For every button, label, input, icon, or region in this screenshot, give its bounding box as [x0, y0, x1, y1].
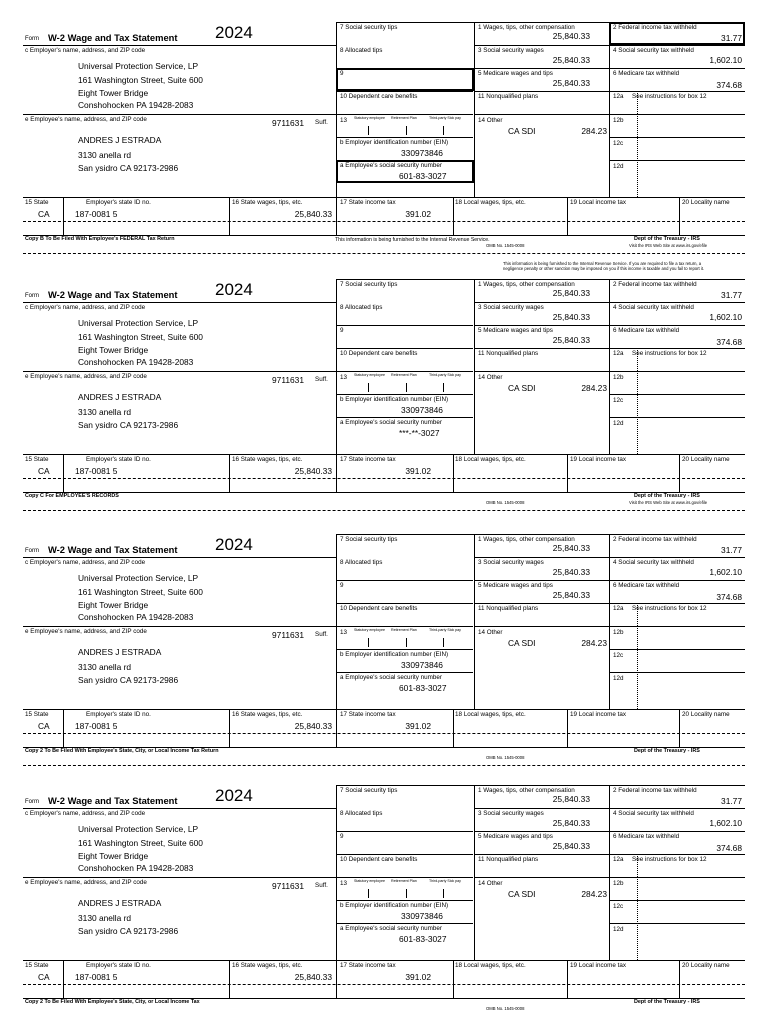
thirdparty-checkbox[interactable]	[443, 638, 444, 647]
ein-value: 330973846	[401, 660, 443, 670]
box18-label: 18 Local wages, tips, etc.	[455, 962, 526, 969]
box6-medicare-tax: 374.68	[716, 337, 742, 347]
box10-label: 10 Dependent care benefits	[340, 856, 418, 863]
box13-retirement-label: Retirement Plan	[391, 879, 417, 883]
employer-city: Conshohocken PA 19428-2083	[78, 100, 194, 110]
box14-other-label: CA SDI	[508, 638, 536, 648]
box20-label: 20 Locality name	[682, 456, 730, 463]
box13-statutory-label: Statutory employee	[354, 628, 385, 632]
box3-label: 3 Social security wages	[478, 559, 544, 566]
employee-city: San ysidro CA 92173-2986	[78, 420, 179, 430]
box6-medicare-tax: 374.68	[716, 843, 742, 853]
box11-label: 11 Nonqualified plans	[478, 350, 539, 357]
box9-label: 9	[340, 327, 344, 334]
state-code: CA	[38, 466, 50, 476]
box13-label: 13	[340, 117, 348, 124]
box14-other-label: CA SDI	[508, 383, 536, 393]
ein-value: 330973846	[401, 405, 443, 415]
ssn-label: a Employee's social security number	[340, 419, 442, 426]
box2-federal-tax: 31.77	[721, 796, 742, 806]
box4-ss-tax: 1,602.10	[709, 567, 742, 577]
form-title: W-2 Wage and Tax Statement	[48, 795, 178, 806]
box18-label: 18 Local wages, tips, etc.	[455, 711, 526, 718]
box12c-label: 12c	[613, 140, 624, 147]
box14-other-label: CA SDI	[508, 126, 536, 136]
tax-year: 2024	[215, 280, 253, 299]
employer-name: Universal Protection Service, LP	[78, 61, 199, 71]
box4-label: 4 Social security tax withheld	[613, 47, 694, 54]
box2-federal-tax: 31.77	[721, 290, 742, 300]
employer-name-label: c Employer's name, address, and ZIP code	[25, 559, 146, 566]
box1-wages: 25,840.33	[552, 543, 590, 553]
box5-medicare-wages: 25,840.33	[552, 590, 590, 600]
copy-designation: Copy C For EMPLOYEE'S RECORDS	[25, 493, 119, 499]
box16-label: 16 State wages, tips, etc.	[232, 962, 303, 969]
box13-thirdparty-label: Third-party Sick pay	[429, 373, 461, 377]
box19-label: 19 Local income tax	[570, 456, 627, 463]
employee-name: ANDRES J ESTRADA	[78, 647, 162, 657]
box13-thirdparty-label: Third-party Sick pay	[429, 116, 461, 120]
box15-label: 15 State	[25, 962, 49, 969]
box2-label: 2 Federal income tax withheld	[613, 24, 697, 31]
box15-label: 15 State	[25, 711, 49, 718]
employer-name: Universal Protection Service, LP	[78, 318, 199, 328]
box14-label: 14 Other	[478, 374, 503, 381]
box14-other-amount: 284.23	[581, 889, 607, 899]
employer-address-line2: Eight Tower Bridge	[78, 345, 149, 355]
employee-city: San ysidro CA 92173-2986	[78, 675, 179, 685]
box2-label: 2 Federal income tax withheld	[613, 536, 697, 543]
employee-name: ANDRES J ESTRADA	[78, 392, 162, 402]
copy-designation: Copy 2 To Be Filed With Employee's State, City, or Local Income Tax Return	[25, 748, 219, 754]
state-wages: 25,840.33	[294, 466, 332, 476]
box14-label: 14 Other	[478, 629, 503, 636]
copy-designation: Copy 2 To Be Filed With Employee's State, City, or Local Income Tax	[25, 999, 200, 1005]
box6-label: 6 Medicare tax withheld	[613, 70, 680, 77]
employee-address: 3130 anella rd	[78, 407, 132, 417]
ein-value: 330973846	[401, 911, 443, 921]
form-label: Form	[25, 548, 39, 554]
box1-label: 1 Wages, tips, other compensation	[478, 281, 575, 288]
cut-line-3	[23, 765, 745, 766]
box3-ss-wages: 25,840.33	[552, 55, 590, 65]
suffix-label: Suff.	[315, 376, 328, 383]
employer-city: Conshohocken PA 19428-2083	[78, 612, 194, 622]
box13-statutory-label: Statutory employee	[354, 373, 385, 377]
ssn-value: ***-**-3027	[399, 428, 440, 438]
copy-designation: Copy B To Be Filed With Employee's FEDERAL Tax Return	[25, 236, 175, 242]
ein-label: b Employer identification number (EIN)	[340, 902, 449, 909]
box14-other-amount: 284.23	[581, 383, 607, 393]
box13-retirement-label: Retirement Plan	[391, 628, 417, 632]
control-number: 9711631	[272, 375, 304, 385]
box14-other-amount: 284.23	[581, 638, 607, 648]
control-number: 9711631	[272, 881, 304, 891]
thirdparty-checkbox[interactable]	[443, 383, 444, 392]
state-id: 187-0081 5	[75, 209, 118, 219]
box1-wages: 25,840.33	[552, 794, 590, 804]
box1-label: 1 Wages, tips, other compensation	[478, 536, 575, 543]
box12-instructions: See instructions for box 12	[632, 856, 707, 863]
state-income-tax: 391.02	[405, 466, 431, 476]
box12d-label: 12d	[613, 675, 624, 682]
box17-label: 17 State income tax	[340, 711, 396, 718]
box13-statutory-label: Statutory employee	[354, 879, 385, 883]
box13-label: 13	[340, 374, 348, 381]
box10-label: 10 Dependent care benefits	[340, 93, 418, 100]
retirement-checkbox[interactable]	[406, 383, 407, 392]
w2-form-copy-1	[23, 22, 745, 271]
employer-address-line1: 161 Washington Street, Suite 600	[78, 75, 203, 85]
box16-label: 16 State wages, tips, etc.	[232, 711, 303, 718]
box9-label: 9	[340, 833, 344, 840]
ssn-label: a Employee's social security number	[340, 925, 442, 932]
box12-instructions: See instructions for box 12	[632, 605, 707, 612]
w2-form-copy-2	[23, 279, 745, 505]
box20-label: 20 Locality name	[682, 199, 730, 206]
box5-label: 5 Medicare wages and tips	[478, 833, 553, 840]
box6-medicare-tax: 374.68	[716, 80, 742, 90]
thirdparty-checkbox[interactable]	[443, 126, 444, 135]
statutory-checkbox[interactable]	[368, 889, 369, 898]
box9-frame	[336, 68, 474, 91]
state-id: 187-0081 5	[75, 721, 118, 731]
employee-address: 3130 anella rd	[78, 150, 132, 160]
employer-address-line2: Eight Tower Bridge	[78, 851, 149, 861]
box13-retirement-label: Retirement Plan	[391, 373, 417, 377]
box19-label: 19 Local income tax	[570, 711, 627, 718]
employer-address-line1: 161 Washington Street, Suite 600	[78, 838, 203, 848]
retirement-checkbox[interactable]	[406, 638, 407, 647]
employee-address: 3130 anella rd	[78, 913, 132, 923]
box12-instructions: See instructions for box 12	[632, 93, 707, 100]
box4-label: 4 Social security tax withheld	[613, 559, 694, 566]
suffix-label: Suff.	[315, 119, 328, 126]
penalty-notice-1: This information is being furnished to the Internal Revenue Service. If you are required to file a tax return, a	[503, 261, 702, 266]
box6-label: 6 Medicare tax withheld	[613, 833, 680, 840]
box13-thirdparty-label: Third-party Sick pay	[429, 628, 461, 632]
box13-label: 13	[340, 880, 348, 887]
state-id: 187-0081 5	[75, 972, 118, 982]
state-id-label: Employer's state ID no.	[86, 456, 151, 463]
box1-wages: 25,840.33	[552, 31, 590, 41]
employee-name-label: e Employee's name, address, and ZIP code	[25, 879, 147, 886]
employee-name-label: e Employee's name, address, and ZIP code	[25, 373, 147, 380]
control-number: 9711631	[272, 118, 304, 128]
box4-ss-tax: 1,602.10	[709, 55, 742, 65]
ssn-value: 601-83-3027	[399, 934, 447, 944]
box3-ss-wages: 25,840.33	[552, 818, 590, 828]
state-wages: 25,840.33	[294, 209, 332, 219]
form-title: W-2 Wage and Tax Statement	[48, 544, 178, 555]
employee-city: San ysidro CA 92173-2986	[78, 163, 179, 173]
box19-label: 19 Local income tax	[570, 199, 627, 206]
cut-line-2	[23, 510, 745, 511]
state-income-tax: 391.02	[405, 209, 431, 219]
form-title: W-2 Wage and Tax Statement	[48, 32, 178, 43]
box6-medicare-tax: 374.68	[716, 592, 742, 602]
employer-address-line1: 161 Washington Street, Suite 600	[78, 587, 203, 597]
dept-treasury: Dept of the Treasury - IRS	[634, 748, 700, 754]
box1-label: 1 Wages, tips, other compensation	[478, 24, 575, 31]
employer-city: Conshohocken PA 19428-2083	[78, 863, 194, 873]
box6-label: 6 Medicare tax withheld	[613, 327, 680, 334]
box14-other-amount: 284.23	[581, 126, 607, 136]
irs-website: Visit the IRS Web Site at www.irs.gov/efile	[629, 500, 708, 505]
box15-label: 15 State	[25, 199, 49, 206]
state-wages: 25,840.33	[294, 721, 332, 731]
retirement-checkbox[interactable]	[406, 889, 407, 898]
box10-label: 10 Dependent care benefits	[340, 605, 418, 612]
box2-label: 2 Federal income tax withheld	[613, 281, 697, 288]
tax-year: 2024	[215, 786, 253, 805]
employer-name-label: c Employer's name, address, and ZIP code	[25, 47, 146, 54]
box17-label: 17 State income tax	[340, 962, 396, 969]
employer-city: Conshohocken PA 19428-2083	[78, 357, 194, 367]
employee-address: 3130 anella rd	[78, 662, 132, 672]
box7-label: 7 Social security tips	[340, 536, 398, 543]
dept-treasury: Dept of the Treasury - IRS	[634, 493, 700, 499]
ssn-value: 601-83-3027	[399, 683, 447, 693]
tax-year: 2024	[215, 23, 253, 42]
box3-ss-wages: 25,840.33	[552, 567, 590, 577]
employer-address-line1: 161 Washington Street, Suite 600	[78, 332, 203, 342]
box8-label: 8 Allocated tips	[340, 559, 383, 566]
w2-form-copy-3	[23, 534, 745, 760]
state-code: CA	[38, 972, 50, 982]
box7-label: 7 Social security tips	[340, 24, 398, 31]
omb-number: OMB No. 1545-0008	[486, 1006, 525, 1011]
ein-value: 330973846	[401, 148, 443, 158]
box5-label: 5 Medicare wages and tips	[478, 70, 553, 77]
control-number: 9711631	[272, 630, 304, 640]
box12d-label: 12d	[613, 926, 624, 933]
box17-label: 17 State income tax	[340, 199, 396, 206]
suffix-label: Suff.	[315, 631, 328, 638]
ein-label: b Employer identification number (EIN)	[340, 396, 449, 403]
employer-name-label: c Employer's name, address, and ZIP code	[25, 304, 146, 311]
ssn-label: a Employee's social security number	[340, 674, 442, 681]
box9-label: 9	[340, 582, 344, 589]
box2-label: 2 Federal income tax withheld	[613, 787, 697, 794]
box13-retirement-label: Retirement Plan	[391, 116, 417, 120]
box2-federal-tax: 31.77	[721, 545, 742, 555]
form-label: Form	[25, 799, 39, 805]
employee-name-label: e Employee's name, address, and ZIP code	[25, 628, 147, 635]
box12a-label: 12a	[613, 93, 624, 100]
irs-website: Visit the IRS Web Site at www.irs.gov/efile	[629, 243, 708, 248]
irs-furnished-note: This information is being furnished to the Internal Revenue Service.	[335, 237, 490, 243]
cut-line-1	[23, 253, 745, 254]
omb-number: OMB No. 1545-0008	[486, 243, 525, 248]
box12b-label: 12b	[613, 374, 624, 381]
box12a-label: 12a	[613, 605, 624, 612]
w2-form-copy-4	[23, 785, 745, 1011]
suffix-label: Suff.	[315, 882, 328, 889]
penalty-notice-2: negligence penalty or other sanction may be imposed on you if this income is taxable and you fail to report it.	[503, 266, 705, 271]
state-code: CA	[38, 721, 50, 731]
box18-label: 18 Local wages, tips, etc.	[455, 199, 526, 206]
box16-label: 16 State wages, tips, etc.	[232, 456, 303, 463]
ein-label: b Employer identification number (EIN)	[340, 139, 449, 146]
state-id-label: Employer's state ID no.	[86, 711, 151, 718]
box6-label: 6 Medicare tax withheld	[613, 582, 680, 589]
box12d-label: 12d	[613, 163, 624, 170]
box5-medicare-wages: 25,840.33	[552, 78, 590, 88]
box4-label: 4 Social security tax withheld	[613, 810, 694, 817]
box20-label: 20 Locality name	[682, 962, 730, 969]
box11-label: 11 Nonqualified plans	[478, 605, 539, 612]
form-label: Form	[25, 36, 39, 42]
omb-number: OMB No. 1545-0008	[486, 755, 525, 760]
box14-label: 14 Other	[478, 117, 503, 124]
employer-address-line2: Eight Tower Bridge	[78, 600, 149, 610]
statutory-checkbox[interactable]	[368, 383, 369, 392]
box4-label: 4 Social security tax withheld	[613, 304, 694, 311]
ssn-label: a Employee's social security number	[340, 162, 442, 169]
ein-label: b Employer identification number (EIN)	[340, 651, 449, 658]
box3-label: 3 Social security wages	[478, 810, 544, 817]
statutory-checkbox[interactable]	[368, 126, 369, 135]
box2-frame	[609, 22, 745, 45]
box12d-label: 12d	[613, 420, 624, 427]
box12a-label: 12a	[613, 856, 624, 863]
box7-label: 7 Social security tips	[340, 787, 398, 794]
box12b-label: 12b	[613, 117, 624, 124]
employee-city: San ysidro CA 92173-2986	[78, 926, 179, 936]
box10-label: 10 Dependent care benefits	[340, 350, 418, 357]
box17-label: 17 State income tax	[340, 456, 396, 463]
state-id-label: Employer's state ID no.	[86, 962, 151, 969]
box13-thirdparty-label: Third-party Sick pay	[429, 879, 461, 883]
box3-label: 3 Social security wages	[478, 47, 544, 54]
ssn-frame	[336, 160, 474, 183]
box8-label: 8 Allocated tips	[340, 47, 383, 54]
box11-label: 11 Nonqualified plans	[478, 856, 539, 863]
state-id-label: Employer's state ID no.	[86, 199, 151, 206]
box12c-label: 12c	[613, 397, 624, 404]
box8-label: 8 Allocated tips	[340, 810, 383, 817]
box12b-label: 12b	[613, 629, 624, 636]
employee-name: ANDRES J ESTRADA	[78, 135, 162, 145]
form-label: Form	[25, 293, 39, 299]
retirement-checkbox[interactable]	[406, 126, 407, 135]
box15-label: 15 State	[25, 456, 49, 463]
box20-label: 20 Locality name	[682, 711, 730, 718]
employer-name-label: c Employer's name, address, and ZIP code	[25, 810, 146, 817]
box3-label: 3 Social security wages	[478, 304, 544, 311]
state-income-tax: 391.02	[405, 972, 431, 982]
employer-name: Universal Protection Service, LP	[78, 573, 199, 583]
box14-label: 14 Other	[478, 880, 503, 887]
state-id: 187-0081 5	[75, 466, 118, 476]
box2-federal-tax: 31.77	[721, 33, 742, 43]
box5-medicare-wages: 25,840.33	[552, 841, 590, 851]
employee-name-label: e Employee's name, address, and ZIP code	[25, 116, 147, 123]
box12a-label: 12a	[613, 350, 624, 357]
employer-address-line2: Eight Tower Bridge	[78, 88, 149, 98]
box4-ss-tax: 1,602.10	[709, 312, 742, 322]
box5-label: 5 Medicare wages and tips	[478, 582, 553, 589]
box9-label: 9	[340, 70, 344, 77]
statutory-checkbox[interactable]	[368, 638, 369, 647]
box1-label: 1 Wages, tips, other compensation	[478, 787, 575, 794]
state-income-tax: 391.02	[405, 721, 431, 731]
box13-statutory-label: Statutory employee	[354, 116, 385, 120]
box5-label: 5 Medicare wages and tips	[478, 327, 553, 334]
box5-medicare-wages: 25,840.33	[552, 335, 590, 345]
box12b-label: 12b	[613, 880, 624, 887]
omb-number: OMB No. 1545-0008	[486, 500, 525, 505]
box12c-label: 12c	[613, 652, 624, 659]
box19-label: 19 Local income tax	[570, 962, 627, 969]
box7-label: 7 Social security tips	[340, 281, 398, 288]
tax-year: 2024	[215, 535, 253, 554]
employer-name: Universal Protection Service, LP	[78, 824, 199, 834]
box12c-label: 12c	[613, 903, 624, 910]
box8-label: 8 Allocated tips	[340, 304, 383, 311]
form-title: W-2 Wage and Tax Statement	[48, 289, 178, 300]
box12-instructions: See instructions for box 12	[632, 350, 707, 357]
box14-other-label: CA SDI	[508, 889, 536, 899]
box11-label: 11 Nonqualified plans	[478, 93, 539, 100]
state-wages: 25,840.33	[294, 972, 332, 982]
ssn-value: 601-83-3027	[399, 171, 447, 181]
dept-treasury: Dept of the Treasury - IRS	[634, 999, 700, 1005]
box4-ss-tax: 1,602.10	[709, 818, 742, 828]
box3-ss-wages: 25,840.33	[552, 312, 590, 322]
box16-label: 16 State wages, tips, etc.	[232, 199, 303, 206]
box1-wages: 25,840.33	[552, 288, 590, 298]
box13-label: 13	[340, 629, 348, 636]
state-code: CA	[38, 209, 50, 219]
employee-name: ANDRES J ESTRADA	[78, 898, 162, 908]
thirdparty-checkbox[interactable]	[443, 889, 444, 898]
dept-treasury: Dept of the Treasury - IRS	[634, 236, 700, 242]
box18-label: 18 Local wages, tips, etc.	[455, 456, 526, 463]
